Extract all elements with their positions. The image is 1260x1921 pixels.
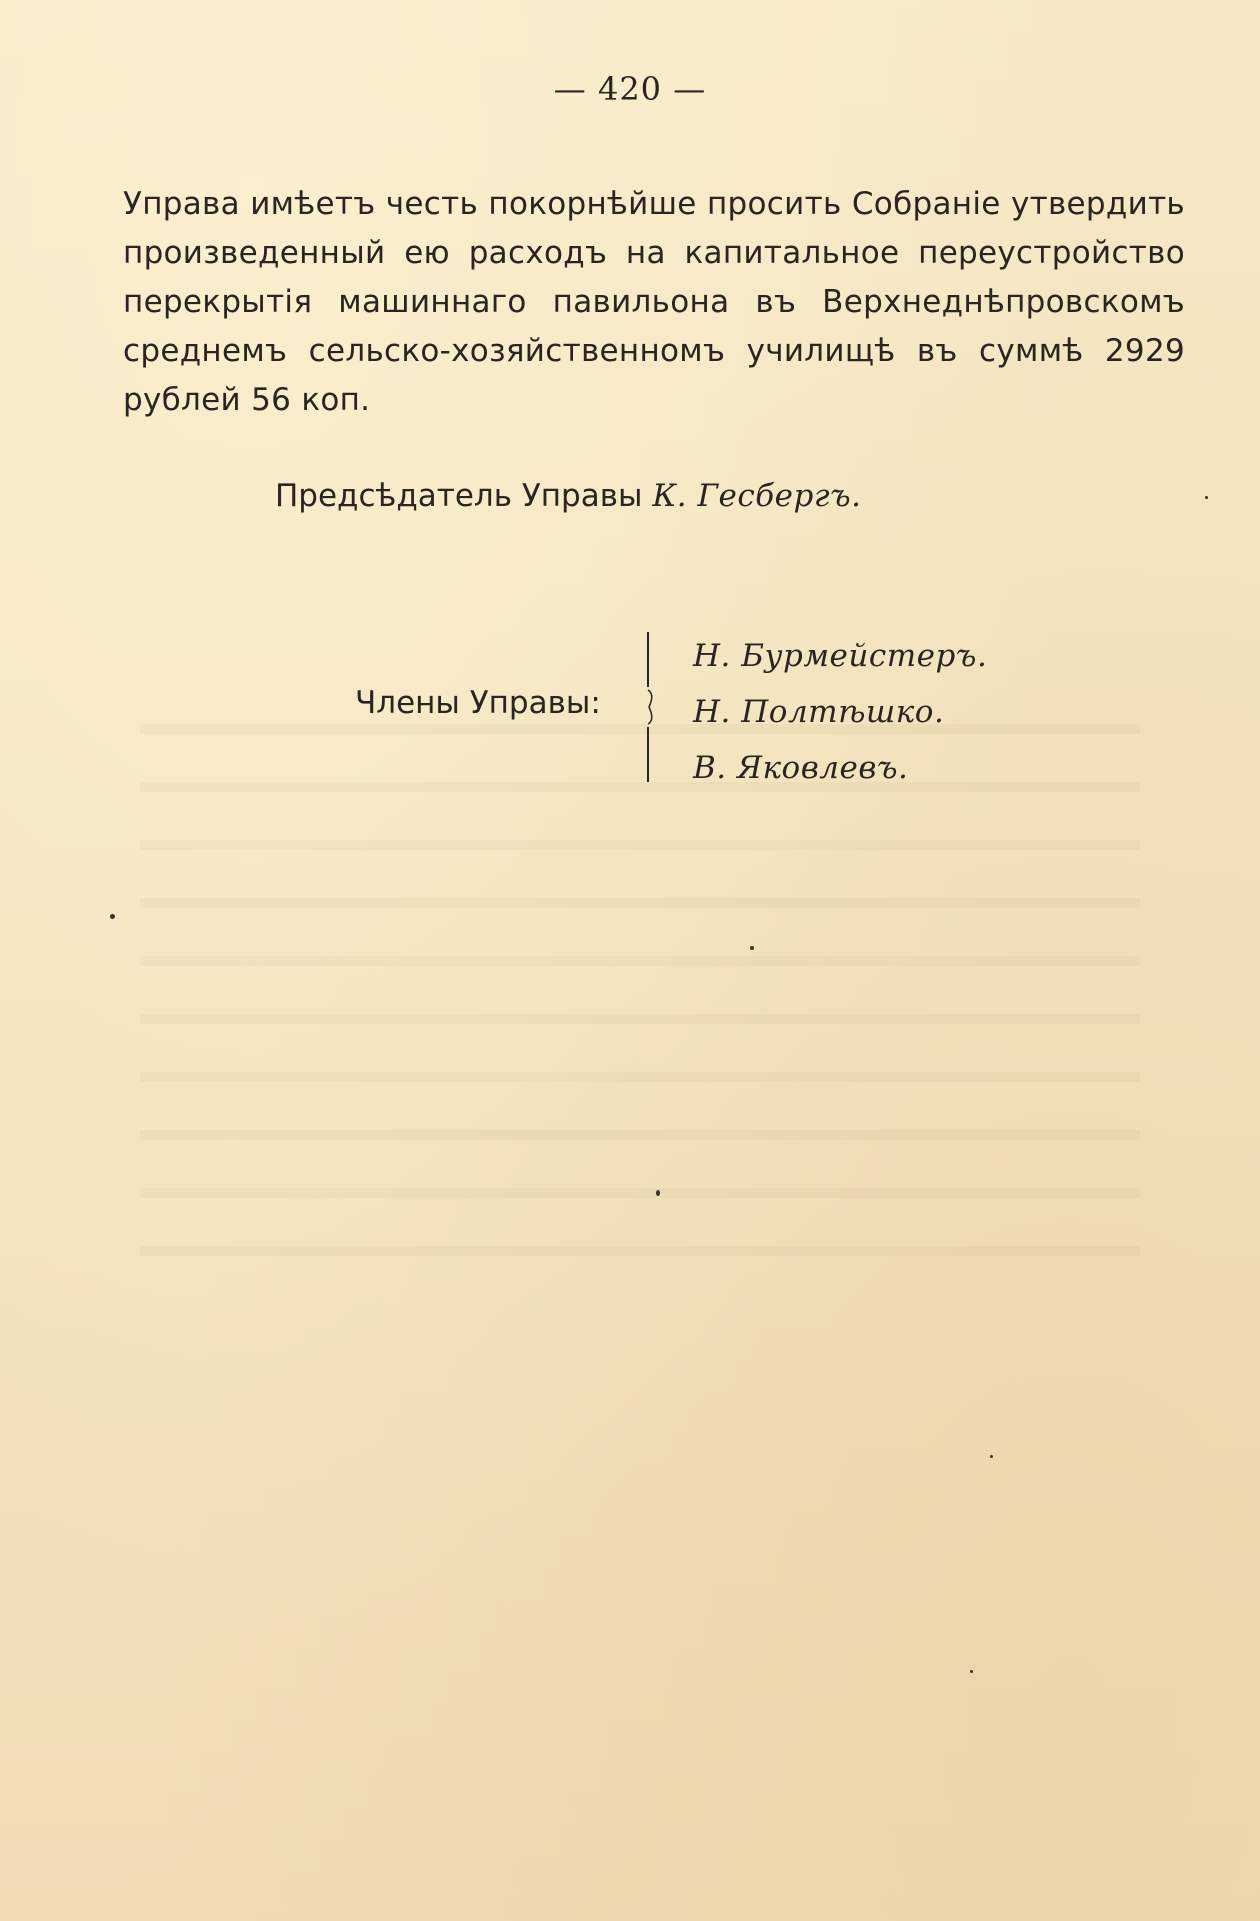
page-number: — 420 — — [553, 70, 707, 108]
body-line: перекрытія машиннаго павильона въ Верхнеднѣпровскомъ — [123, 284, 1185, 320]
members-label: Члены Управы: — [355, 685, 601, 721]
body-line: рублей 56 коп. — [123, 382, 371, 418]
body-line: Управа имѣетъ честь покорнѣйше просить Собраніе утвердить — [123, 186, 1185, 222]
member-signature: Н. Бурмейстеръ. — [693, 638, 988, 674]
member-signature: В. Яковлевъ. — [693, 750, 909, 786]
paper-speck — [110, 914, 115, 919]
body-paragraph — [123, 180, 1185, 425]
body-line: произведенный ею расходъ на капитальное переустройство — [123, 235, 1185, 271]
paper-speck — [970, 1670, 973, 1673]
body-line: среднемъ сельско-хозяйственномъ училищѣ въ суммѣ 2929 — [123, 333, 1185, 369]
paper-speck — [1205, 496, 1208, 499]
chairman-label: Предсѣдатель Управы — [275, 478, 643, 514]
paper-speck — [656, 1190, 660, 1196]
member-signature: Н. Полтѣшко. — [693, 694, 945, 730]
bleed-through-texture — [140, 700, 1140, 1420]
chairman-signature-line — [275, 478, 862, 514]
paper-speck — [750, 946, 754, 950]
members-signatures — [693, 628, 987, 796]
paper-speck — [990, 1455, 993, 1458]
chairman-signature: К. Гесбергъ. — [652, 478, 862, 514]
members-brace — [645, 632, 659, 782]
